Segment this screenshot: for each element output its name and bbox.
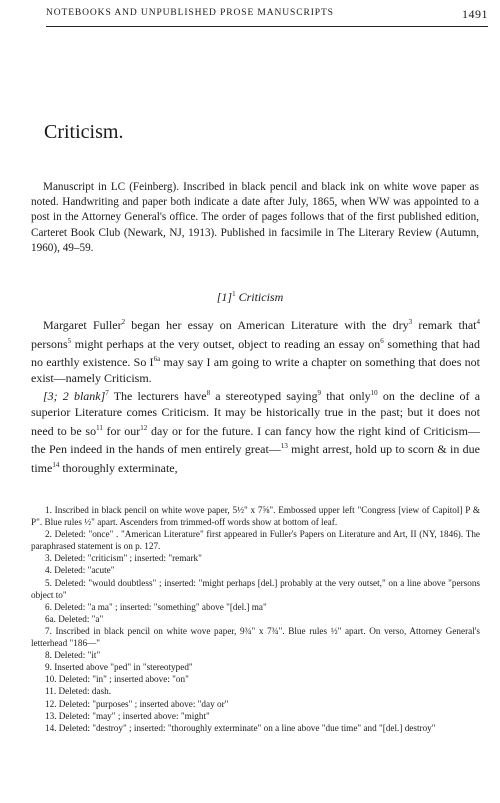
text-run: Margaret Fuller xyxy=(43,318,122,332)
page-number: 1491 xyxy=(462,7,488,21)
footnote: 4. Deleted: "acute" xyxy=(45,565,115,576)
footnote-ref: 5 xyxy=(67,336,72,345)
footnote: 11. Deleted: dash. xyxy=(45,686,111,697)
text-run: that only xyxy=(321,389,371,404)
footnote: 12. Deleted: "purposes" ; inserted above: "day or" xyxy=(45,698,229,709)
footnote-ref: 1 xyxy=(232,290,236,298)
paragraph-1 xyxy=(31,315,480,386)
footnote: 7. Inscribed in black pencil on white wove paper, 9¾" x 7¾". Blue rules ½" apart. On verso, Attorney General's letterhead "186—" xyxy=(31,625,480,649)
footnote: 10. Deleted: "in" ; inserted above: "on" xyxy=(45,674,189,685)
footnote-ref: 7 xyxy=(105,389,109,398)
paragraph-2 xyxy=(31,386,480,476)
footnote: 2. Deleted: "once" . "American Literature" first appeared in Fuller's Papers on Literature and Art, II (NY, 1846). The paraphrased statement is on p. 127. xyxy=(31,529,480,552)
footnote-ref: 8 xyxy=(206,389,211,398)
footnote-ref: 12 xyxy=(140,423,148,432)
footnote-ref: 10 xyxy=(370,389,378,398)
text-run: a stereotyped saying xyxy=(210,389,318,404)
footnote-ref: 2 xyxy=(121,318,126,326)
text-run: on the decline of a superior Literature comes Criticism. It may be historically true in the past; but it does not need to be so xyxy=(31,389,481,438)
footnote: 13. Deleted: "may" ; inserted above: "might" xyxy=(45,710,210,721)
text-run: for our xyxy=(102,423,141,438)
text-run: may say I am going to write a chapter on something that does not exist—namely Criticism. xyxy=(31,355,480,385)
footnote-ref: 6a xyxy=(153,355,161,364)
header-rule xyxy=(46,26,488,27)
footnote: 9. Inserted above "ped" in "stereotyped" xyxy=(45,662,193,673)
text-run: began her essay on American Literature with the dry xyxy=(125,318,409,332)
section-heading xyxy=(0,290,500,305)
footnote: 6. Deleted: "a ma" ; inserted: "something" above "[del.] ma" xyxy=(45,601,267,612)
section-title: Criticism xyxy=(238,290,284,304)
footnote-ref: 14 xyxy=(52,460,60,469)
footnote: 5. Deleted: "would doubtless" ; inserted: "might perhaps [del.] probably at the very outset," on a line above "persons object to" xyxy=(31,577,480,600)
footnote-ref: 3 xyxy=(408,318,413,326)
text-run: might arrest, hold up to scorn & in due time xyxy=(31,442,480,475)
text-run: The lecturers have xyxy=(108,389,207,404)
text-run: something that had no earthly existence. So I xyxy=(31,336,480,370)
footnote-ref: 6 xyxy=(380,336,384,345)
page-header xyxy=(46,8,488,24)
running-head: NOTEBOOKS AND UNPUBLISHED PROSE MANUSCRIPTS xyxy=(46,8,334,18)
editorial-headnote: Manuscript in LC (Feinberg). Inscribed in black pencil and black ink on white wove paper as noted. Handwriting and paper both indicate a date after July, 1865, when WW was appointed to a post in the Attorney General's office. The order of pages follows that of the first published edition, Carteret Book Club (Newark, NJ, 1913). Published in facsimile in The Literary Review (Autumn, 1960), 49–59. xyxy=(31,181,479,254)
text-run: thoroughly exterminate, xyxy=(59,460,178,475)
footnote: 14. Deleted: "destroy" ; inserted: "thoroughly exterminate" on a line above "due time" and "[del.] destroy" xyxy=(45,722,436,733)
footnote-ref: 13 xyxy=(280,442,288,451)
footnote: 6a. Deleted: "a" xyxy=(45,613,104,624)
footnote: 8. Deleted: "it" xyxy=(45,650,101,661)
footnote-ref: 9 xyxy=(317,389,322,398)
footnote: 3. Deleted: "criticism" ; inserted: "remark" xyxy=(45,553,202,564)
page-title: Criticism. xyxy=(44,121,124,143)
page-marker: [3; 2 blank] xyxy=(43,389,106,404)
manuscript-text xyxy=(31,315,480,476)
footnotes xyxy=(31,504,480,734)
text-run: remark that xyxy=(412,318,477,332)
text-run: day or for the future. I can fancy how the right kind of Criticism—the Pen indeed in the hands of men entirely great— xyxy=(31,423,480,457)
section-number: [1] xyxy=(216,290,233,304)
footnote-ref: 4 xyxy=(476,318,480,326)
text-run: might perhaps at the very outset, object to reading an essay on xyxy=(71,336,381,351)
footnote-ref: 11 xyxy=(96,423,103,432)
footnote: 1. Inscribed in black pencil on white wove paper, 5½" x 7⅝". Embossed upper left "Congress [view of Capitol] P & P". Blue rules ½" apart. Ascenders from trimmed-off words show at bottom of leaf. xyxy=(31,505,480,528)
text-run: persons xyxy=(31,336,68,351)
